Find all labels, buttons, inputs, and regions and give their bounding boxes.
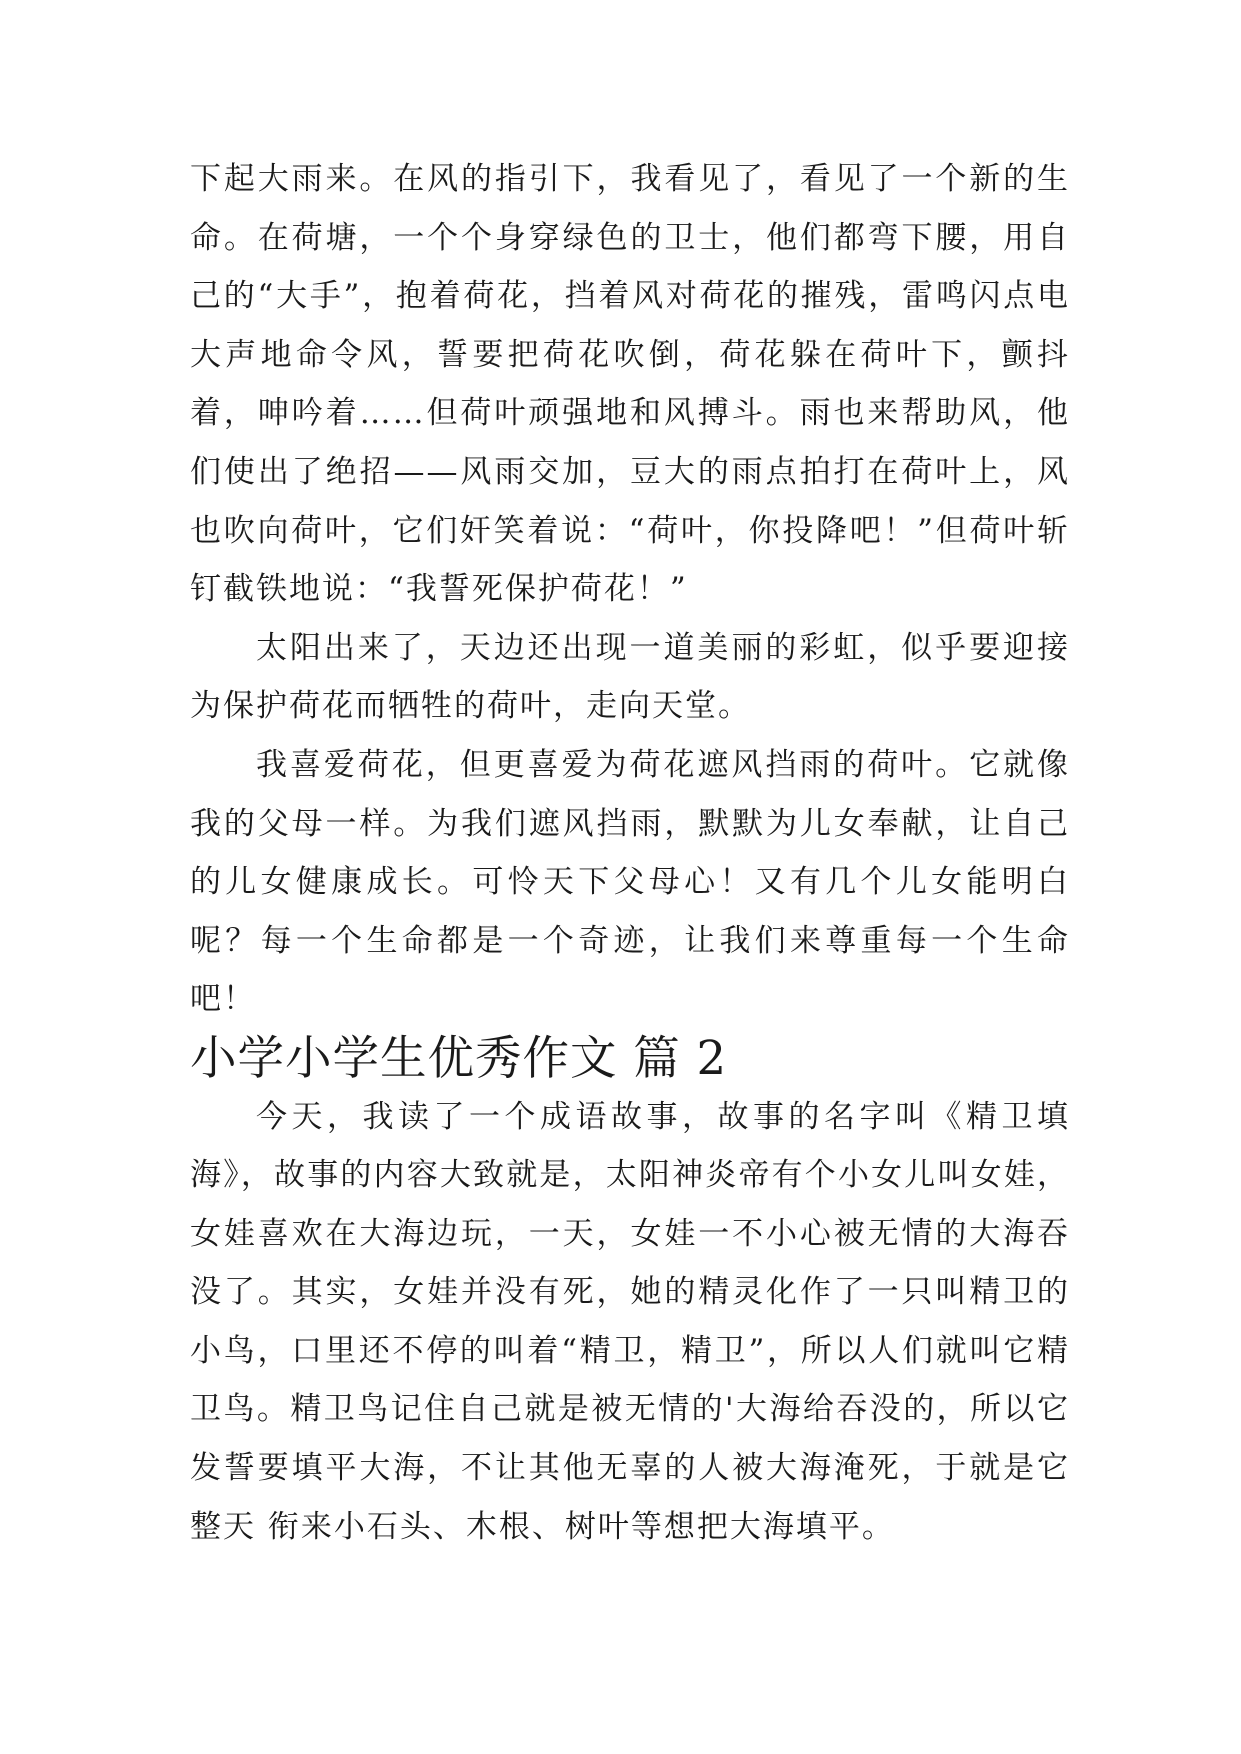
paragraph-parents: 我喜爱荷花，但更喜爱为荷花遮风挡雨的荷叶。它就像我的父母一样。为我们遮风挡雨，默默为儿女奉献，让自己的儿女健康成长。可怜天下父母心！又有几个儿女能明白呢？每一个生命都是一个奇迹，让我们来尊重每一个生命吧！ [190,746,1070,1018]
paragraph-rainbow: 太阳出来了，天边还出现一道美丽的彩虹，似乎要迎接为保护荷花而牺牲的荷叶，走向天堂。 [190,629,1070,725]
document-page [190,150,1070,1556]
paragraph-jingwei: 今天，我读了一个成语故事，故事的名字叫《精卫填海》，故事的内容大致就是，太阳神炎帝有个小女儿叫女娃，女娃喜欢在大海边玩，一天，女娃一不小心被无情的大海吞没了。其实，女娃并没有死，她的精灵化作了一只叫精卫的小鸟，口里还不停的叫着“精卫，精卫”，所以人们就叫它精卫鸟。精卫鸟记住自己就是被无情的'大海给吞没的，所以它发誓要填平大海，不让其他无辜的人被大海淹死，于就是它整天 衔来小石头、木根、树叶等想把大海填平。 [190,1098,1070,1545]
paragraph-lotus-storm: 下起大雨来。在风的指引下，我看见了，看见了一个新的生命。在荷塘，一个个身穿绿色的卫士，他们都弯下腰，用自己的“大手”，抱着荷花，挡着风对荷花的摧残，雷鸣闪点电大声地命令风，誓要把荷花吹倒，荷花躲在荷叶下，颤抖着，呻吟着……但荷叶顽强地和风搏斗。雨也来帮助风，他们使出了绝招——风雨交加，豆大的雨点拍打在荷叶上，风也吹向荷叶，它们奸笑着说：“荷叶，你投降吧！”但荷叶斩钉截铁地说：“我誓死保护荷花！” [190,161,1070,608]
section-heading: 小学小学生优秀作文 篇 2 [190,1030,728,1085]
